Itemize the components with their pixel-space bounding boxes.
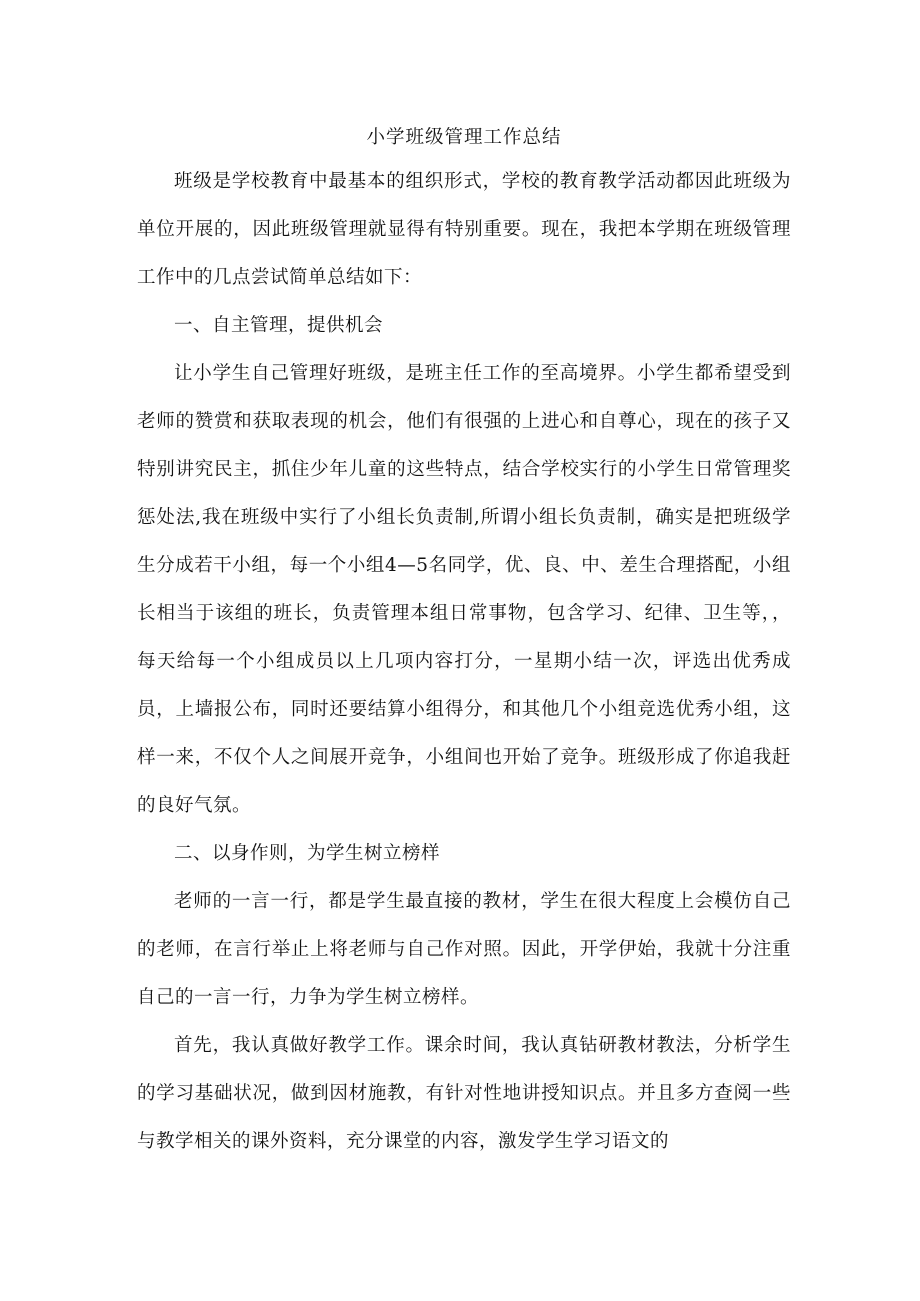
paragraph-teaching-work: 首先，我认真做好教学工作。课余时间，我认真钻研教材教法，分析学生的学习基础状况，做到因材施教，有针对性地讲授知识点。并且多方查阅一些与教学相关的课外资料，充分课堂的内容，激发学生学习语文的 — [137, 1035, 791, 1152]
paragraph-self-management: 让小学生自己管理好班级，是班主任工作的至高境界。小学生都希望受到老师的赞赏和获取表现的机会，他们有很强的上进心和自尊心，现在的孩子又特别讲究民主，抓住少年儿童的这些特点，结合学校实行的小学生日常管理奖惩处法,我在班级中实行了小组长负责制,所谓小组长负责制，确实是把班级学生分成若干小组，每一个小组4—5名同学，优、良、中、差生合理搭配，小组长相当于该组的班长，负责管理本组日常事物，包含学习、纪律、卫生等，，每天给每一个小组成员以上几项内容打分，一星期小结一次，评选出优秀成员，上墙报公布，同时还要结算小组得分，和其他几个小组竞选优秀小组，这样一来，不仅个人之间展开竞争，小组间也开始了竞争。班级形成了你追我赶的良好气氛。 — [137, 363, 791, 816]
paragraph-role-model: 老师的一言一行，都是学生最直接的教材，学生在很大程度上会模仿自己的老师，在言行举止上将老师与自己作对照。因此，开学伊始，我就十分注重自己的一言一行，力争为学生树立榜样。 — [137, 891, 791, 1008]
section-heading-1: 一、自主管理，提供机会 — [174, 315, 384, 336]
paragraph-intro: 班级是学校教育中最基本的组织形式，学校的教育教学活动都因此班级为单位开展的，因此班级管理就显得有特别重要。现在，我把本学期在班级管理工作中的几点尝试简单总结如下： — [137, 171, 791, 288]
document-body — [137, 118, 791, 1166]
document-title: 小学班级管理工作总结 — [366, 127, 562, 148]
section-heading-2: 二、以身作则，为学生树立榜样 — [174, 843, 441, 864]
